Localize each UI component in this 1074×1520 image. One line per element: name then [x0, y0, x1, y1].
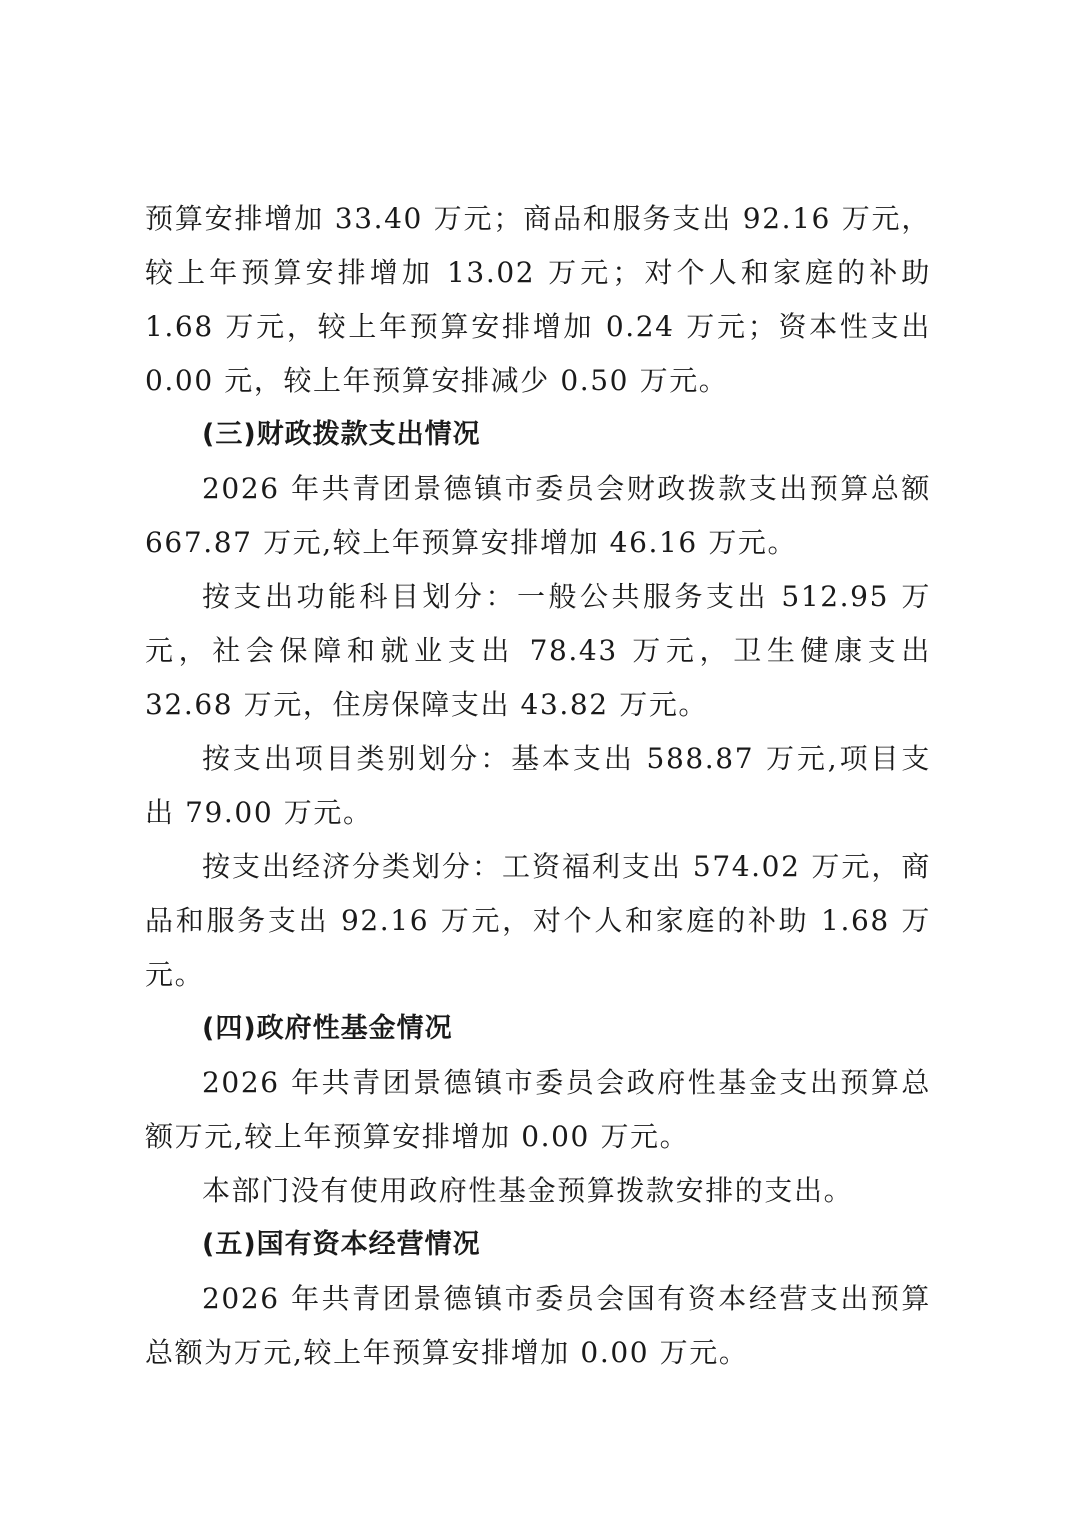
paragraph-fiscal-total: 2026 年共青团景德镇市委员会财政拨款支出预算总额 667.87 万元,较上年预算安排增加 46.16 万元。 — [145, 472, 931, 559]
paragraph-expenditure-continued: 预算安排增加 33.40 万元；商品和服务支出 92.16 万元，较上年预算安排增加 13.02 万元；对个人和家庭的补助 1.68 万元，较上年预算安排增加 0.24 万元；资本性支出 0.00 元，较上年预算安排减少 0.50 万元。 — [145, 202, 931, 397]
paragraph-by-economic-classification: 按支出经济分类划分：工资福利支出 574.02 万元，商品和服务支出 92.16 万元，对个人和家庭的补助 1.68 万元。 — [145, 850, 931, 991]
heading-government-fund: (四)政府性基金情况 — [202, 1013, 453, 1044]
paragraph-by-project-category: 按支出项目类别划分：基本支出 588.87 万元,项目支出 79.00 万元。 — [145, 742, 931, 829]
paragraph-state-capital-total: 2026 年共青团景德镇市委员会国有资本经营支出预算总额为万元,较上年预算安排增加 0.00 万元。 — [145, 1282, 931, 1369]
paragraph-government-fund-none: 本部门没有使用政府性基金预算拨款安排的支出。 — [202, 1174, 854, 1207]
heading-fiscal-appropriation-expenditure: (三)财政拨款支出情况 — [202, 419, 481, 450]
heading-state-capital-operation: (五)国有资本经营情况 — [202, 1229, 481, 1260]
document-page — [145, 192, 931, 1380]
paragraph-by-function: 按支出功能科目划分：一般公共服务支出 512.95 万元，社会保障和就业支出 78.43 万元，卫生健康支出 32.68 万元，住房保障支出 43.82 万元。 — [145, 580, 931, 721]
paragraph-government-fund-total: 2026 年共青团景德镇市委员会政府性基金支出预算总额万元,较上年预算安排增加 0.00 万元。 — [145, 1066, 931, 1153]
